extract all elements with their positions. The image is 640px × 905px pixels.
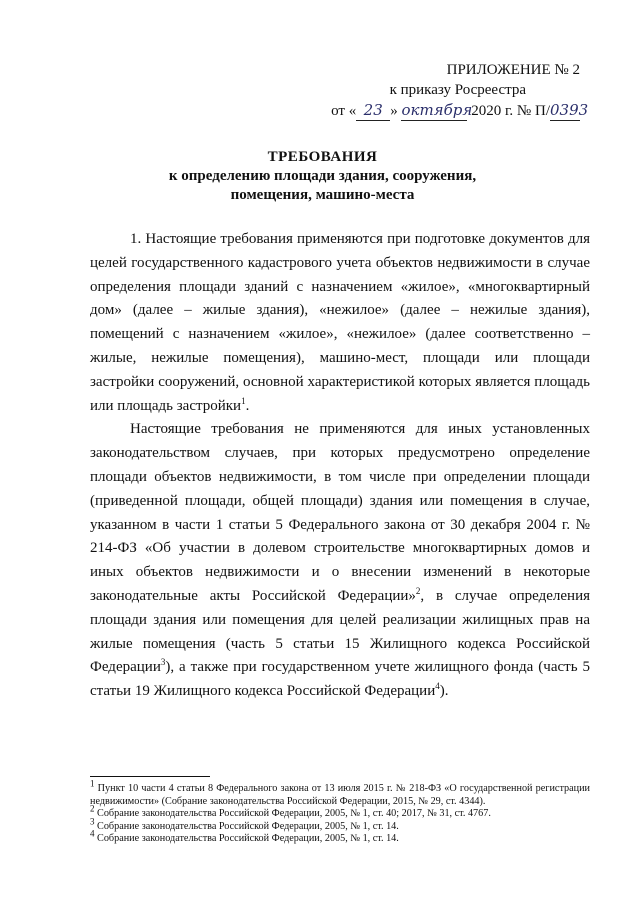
paragraph-2-text-a: Настоящие требования не применяются для иных установленных законодательством случаев, при которых предусмотрено определение площади объектов недвижимости, в том числе при определении площади (приведенной площади, общей площади) здания или помещения в случае, указанном в части 1 статьи 5 Федерального закона от 30 декабря 2004 г. № 214-ФЗ «Об участии в долевом строительстве многоквартирных домов и иных объектов недвижимости и о внесении изменений в некоторые законодательные акты Российской Федерации» [90, 421, 590, 604]
footnote-mark-2: 2 [90, 803, 95, 814]
appendix-order-ref: к приказу Росреестра [389, 82, 526, 98]
document-title [60, 148, 585, 205]
document-body [90, 228, 590, 704]
title-heading: ТРЕБОВАНИЯ [267, 149, 378, 165]
appendix-header [320, 60, 589, 121]
footnote-mark-1: 1 [90, 778, 95, 789]
handwritten-month: октября [401, 101, 473, 119]
footnotes [90, 776, 590, 846]
footnote-separator [90, 776, 210, 777]
footnote-4 [90, 828, 590, 846]
handwritten-day: 23 [356, 100, 390, 121]
year-and-number-prefix: 2020 г. № П/ [471, 103, 550, 119]
appendix-date-line [320, 100, 589, 121]
handwritten-order-number: 0393 [550, 101, 589, 119]
footnote-3 [90, 816, 590, 834]
date-prefix: от « [331, 103, 357, 119]
footnote-2 [90, 803, 590, 821]
paragraph-2 [90, 418, 590, 704]
paragraph-2-text-b: , в случае определения площади здания или помещения для целей реализации жилищных прав на жилые помещения (часть 5 статьи 15 Жилищного кодекса Российской Федерации [90, 587, 590, 676]
footnote-text-2: Собрание законодательства Российской Федерации, 2005, № 1, ст. 40; 2017, № 31, ст. 4767. [94, 808, 491, 819]
title-subtitle-line-1: к определению площади здания, сооружения, [168, 168, 477, 184]
footnote-ref-3: 3 [160, 657, 166, 668]
footnote-ref-4: 4 [435, 681, 440, 692]
paragraph-1-end: . [245, 397, 250, 414]
footnote-mark-3: 3 [90, 816, 95, 827]
footnote-ref-2: 2 [415, 585, 421, 596]
footnote-text-4: Собрание законодательства Российской Федерации, 2005, № 1, ст. 14. [94, 833, 399, 844]
title-subtitle-line-2: помещения, машино-места [230, 187, 415, 203]
footnote-text-1: Пункт 10 части 4 статьи 8 Федерального закона от 13 июля 2015 г. № 218-ФЗ «О государственной регистрации недвижимости» (Собрание законодательства Российской Федерации, 2015, № 29, ст. 4344). [90, 783, 590, 807]
footnote-1 [90, 778, 590, 808]
paragraph-1-text: 1. Настоящие требования применяются при подготовке документов для целей государственного кадастрового учета объектов недвижимости в случае определения площади зданий с назначением «жилое», «многоквартирный дом» (далее – жилые здания), «нежилое» (далее – нежилые здания), помещений с назначением «жилое», «нежилое» (далее соответственно – жилые, нежилые помещения), машино-мест, площади или площади застройки сооружений, основной характеристикой которых является площадь или площадь застройки [90, 231, 590, 414]
paragraph-2-text-c: ), а также при государственном учете жилищного фонда (часть 5 статьи 19 Жилищного кодекса Российской Федерации [90, 659, 590, 700]
paragraph-1 [90, 228, 590, 418]
footnote-text-3: Собрание законодательства Российской Федерации, 2005, № 1, ст. 14. [94, 820, 399, 832]
quote-close: » [390, 103, 398, 119]
footnote-ref-1: 1 [241, 395, 246, 406]
footnote-mark-4: 4 [90, 828, 95, 839]
paragraph-2-text-d: ). [439, 683, 449, 700]
appendix-title: ПРИЛОЖЕНИЕ № 2 [446, 62, 580, 78]
